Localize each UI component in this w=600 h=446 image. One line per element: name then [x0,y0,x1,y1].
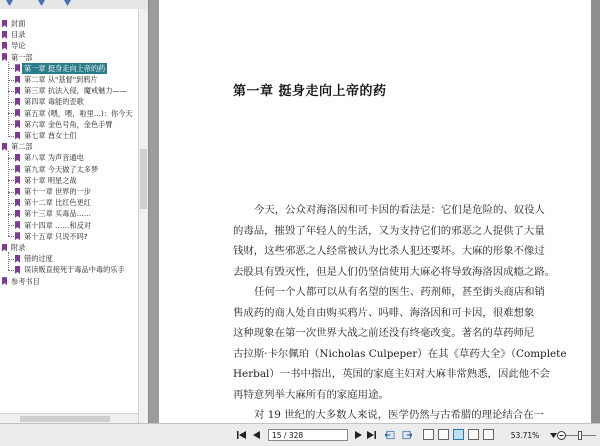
bookmark-icon [15,266,20,274]
bookmark-label: 第七章 酋女士们 [24,131,77,140]
bookmark-label: 附录 [11,243,26,252]
tree-connector [8,236,14,237]
text-line: 的毒品，摧毁了年轻人的生活，又为支持它们的邪恶之人提供了大量 [233,224,545,237]
page-number-input[interactable]: 15 / 328 [268,429,348,441]
zoom-slider-handle[interactable] [578,431,582,440]
bookmark-icon [15,76,20,84]
next-page-icon[interactable] [353,428,363,442]
expand-bookmark-icon[interactable] [6,0,13,6]
bookmark-label: 第十四章 ……和反对 [24,220,91,230]
zoom-out-icon[interactable] [556,428,566,442]
bookmarks-horizontal-scrollbar[interactable] [0,413,138,423]
paragraph [233,282,569,406]
text-line: 古拉斯·卡尔佩珀（Nicholas Culpeper）在其《草药大全》（Complete [233,347,567,360]
tree-connector [8,151,9,236]
bookmark-label: 错的过度 [24,254,53,264]
bookmark-label: 第十三章 买毒品…… [24,209,91,219]
prev-page-icon[interactable] [251,428,261,442]
bookmark-label: 第十五章 只说不吗? [24,231,88,241]
bookmark-label: 第八章 为声音通电 [24,153,84,163]
bookmark-icon [15,255,20,263]
zoom-slider[interactable] [566,435,596,436]
bookmark-icon [15,165,20,173]
bookmark-icon [2,53,7,61]
bookmark-icon [2,244,7,252]
bookmark-icon [2,277,7,285]
scroll-thumb[interactable] [20,416,110,422]
collapse-bookmark-icon[interactable] [38,0,45,6]
text-line: 今天，公众对海洛因和可卡因的看法是：它们是危险的、奴役人 [254,204,545,216]
tree-connector [8,270,14,271]
forward-icon[interactable] [402,428,412,442]
bookmark-icon [2,20,7,28]
bookmark-label: 第十章 明星之战 [24,175,77,185]
bookmark-icon [15,109,20,117]
first-page-icon[interactable] [236,428,246,442]
document-page [159,0,591,423]
find-bookmark-icon[interactable] [64,0,71,6]
zoom-level: 53.71% [510,430,540,440]
bookmark-icon [15,199,20,207]
single-page-view-icon[interactable] [423,429,434,440]
bookmarks-vertical-scrollbar[interactable] [138,9,149,423]
text-line: 去股具有毁灭性，但是人们仍坚信使用大麻必将导致海洛因成瘾之路。 [233,265,556,278]
bookmark-label: 第一章 挺身走向上帝的药 [24,63,106,73]
chapter-title: 第一章 挺身走向上帝的药 [233,84,387,99]
bookmark-icon [15,98,20,106]
text-line: 钱财，这些邪恶之人经常被认为比杀人犯还要坏。大麻的形象不像过 [233,245,545,258]
bookmark-label: 第二章 从"基督"到鸦片 [24,75,98,84]
bookmark-label: 第三章 抗法入侵，魔戒魅力—— [24,86,127,96]
bookmark-icon [15,176,20,184]
fit-width-icon[interactable] [483,429,494,440]
bookmark-label: 第一部 [11,52,33,62]
continuous-view-icon[interactable] [453,429,464,440]
text-line: Herbal）一书中指出，英国的家庭主妇对大麻非常熟悉，因此他不会 [233,368,550,381]
bookmark-label: 第十一章 世界的一步 [24,187,91,196]
bookmark-icon [15,210,20,218]
tree-connector [8,62,9,136]
bookmark-label: 第十二章 比红色更红 [24,198,91,208]
bookmark-icon [2,31,7,39]
bookmark-icon [15,154,20,162]
bookmark-label: 第二部 [11,142,33,152]
bookmark-icon [2,143,7,151]
bookmark-icon [2,42,7,50]
page-gutter [591,0,600,423]
text-line: 售成药的商人处自由购买鸦片、吗啡、海洛因和可卡因，很难想象 [233,306,535,319]
bookmark-label: 第五章 (喂，喂，啦里…)：你今天 [24,108,133,118]
text-line: 任何一个人都可以从有名望的医生、药剂师，甚至街头商店和销 [254,286,545,298]
back-icon[interactable] [385,428,395,442]
scroll-thumb[interactable] [140,149,147,209]
text-line: 对 19 世纪的大多数人来说，医学仍然与古希腊的理论结合在一 [254,409,544,421]
bookmark-icon [15,188,20,196]
bookmark-icon [15,221,20,229]
bookmark-icon [15,232,20,240]
bookmark-label: 目录 [11,30,26,40]
two-page-view-icon[interactable] [438,429,449,440]
bookmark-icon [15,64,20,72]
facing-continuous-view-icon[interactable] [468,429,479,440]
tree-connector [8,252,9,270]
bookmark-icon [15,132,20,140]
bookmark-label: 第四章 毒能的歪歌 [24,97,84,107]
last-page-icon[interactable] [366,428,376,442]
tree-connector [8,136,14,137]
bookmark-label: 参考书目 [11,276,40,286]
paragraph [233,200,569,282]
bookmarks-panel [0,0,149,423]
bookmark-label: 第六章 金色号角，金色手臂 [24,119,113,129]
status-bar [0,423,600,446]
paragraph [233,405,569,423]
bookmark-icon [15,120,20,128]
text-line: 再特意列举大麻所有的家庭用途。 [233,388,389,401]
bookmarks-toolbar [0,0,148,9]
bookmark-label: 第九章 今天做了太多梦 [24,164,99,174]
bookmark-label: 封面 [11,19,26,28]
bookmark-label: 误读贩直接死于毒品中毒的乐手 [24,265,125,275]
bookmark-icon [15,87,20,95]
bookmark-label: 导论 [11,41,26,51]
text-line: 这种现象在第一次世界大战之前还没有终毫改变。著名的草药师尼 [233,327,535,340]
